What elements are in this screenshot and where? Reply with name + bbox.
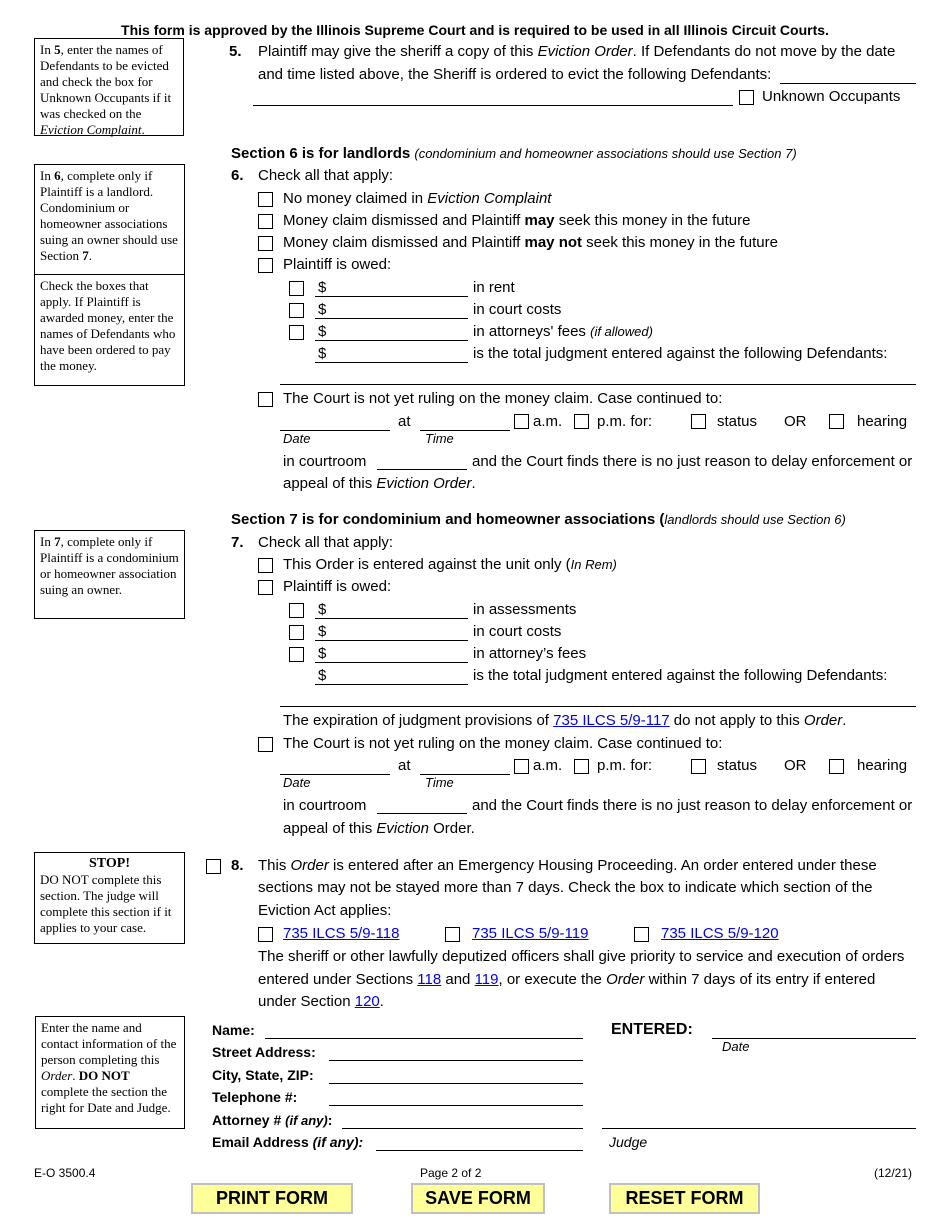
courtroom-label: in courtroom (283, 797, 367, 814)
expiration-text (283, 712, 846, 729)
note-text: In (40, 168, 55, 183)
s7-total-judgment-defendants-field[interactable] (280, 706, 916, 707)
emergency-housing-checkbox[interactable] (206, 859, 221, 874)
text: under Section (258, 993, 355, 1010)
am-checkbox[interactable] (514, 414, 529, 429)
section-119-link[interactable]: 119 (474, 971, 499, 988)
s7-courtroom-field[interactable] (377, 813, 467, 814)
dollar-sign: $ (318, 645, 327, 662)
note-italic: Eviction Complaint (40, 122, 142, 137)
dollar-sign: $ (318, 623, 327, 640)
ilcs-9-118-link[interactable]: 735 ILCS 5/9-118 (283, 925, 400, 942)
section-5-line-2: and time listed above, the Sheriff is ordered to evict the following Defendants: (258, 66, 772, 83)
note-text: . (88, 248, 92, 263)
revision-date: (12/21) (874, 1166, 913, 1180)
sidebar-note-section-5 (34, 38, 184, 136)
text-bold: may (524, 212, 555, 229)
hearing-label: hearing (857, 413, 908, 430)
s7-plaintiff-owed-checkbox[interactable] (258, 580, 273, 595)
form-id: E-O 3500.4 (34, 1166, 96, 1180)
text-italic: Eviction Complaint (427, 190, 552, 207)
s7-attorney-fees-label: in attorney’s fees (473, 645, 587, 662)
priority-text-3 (258, 993, 384, 1010)
ilcs-120-checkbox[interactable] (634, 927, 649, 942)
note-bold: 7 (54, 534, 61, 549)
note-text: Enter the name and contact information of the person completing this (41, 1020, 177, 1067)
attorneys-fees-label (473, 323, 653, 340)
stop-body: DO NOT complete this section. The judge will complete this section if it applies to your case. (40, 872, 172, 935)
money-claim-may-seek-checkbox[interactable] (258, 214, 273, 229)
unknown-occupants-checkbox[interactable] (739, 90, 754, 105)
note-text: In (40, 534, 55, 549)
section-6-title (231, 145, 797, 162)
note-text: , complete only if Plaintiff is a condominium or homeowner association suing an owner. (40, 534, 179, 597)
court-costs-label: in court costs (473, 301, 562, 318)
dollar-sign: $ (318, 323, 327, 340)
time-caption: Time (425, 431, 454, 446)
section-7-check-all: Check all that apply: (258, 534, 394, 551)
name-field[interactable] (265, 1038, 583, 1039)
date-caption: Date (283, 775, 311, 790)
text: Email Address (212, 1134, 313, 1150)
time-caption: Time (425, 775, 454, 790)
sidebar-note-section-6-money: Check the boxes that apply. If Plaintiff is awarded money, enter the names of Defendants who have been ordered to pay the money. (34, 274, 185, 386)
text-bold: may not (524, 234, 583, 251)
text-italic: In Rem) (570, 557, 617, 572)
text: No money claimed in (283, 190, 428, 207)
text: This Order is entered against the unit only ( (283, 556, 571, 573)
text: . (471, 475, 476, 492)
sidebar-note-section-6 (34, 164, 185, 275)
date-caption: Date (283, 431, 311, 446)
text: . (842, 712, 847, 729)
text: entered under Sections (258, 971, 418, 988)
text-italic: (if any) (285, 1113, 328, 1128)
sidebar-note-section-7 (34, 530, 185, 619)
section-7-number: 7. (231, 534, 244, 551)
note-italic: Order (41, 1068, 73, 1083)
ilcs-9-117-link[interactable]: 735 ILCS 5/9-117 (553, 712, 670, 729)
note-bold: 7 (82, 248, 89, 263)
money-claim-may-not-seek-label (283, 234, 778, 251)
text-italic: Order (803, 712, 843, 729)
text: Money claim dismissed and Plaintiff (283, 212, 525, 229)
section-7-title (231, 511, 846, 528)
ilcs-9-119-link[interactable]: 735 ILCS 5/9-119 (472, 925, 589, 942)
note-text: . (72, 1068, 79, 1083)
text: . (379, 993, 384, 1010)
s7-total-judgment-label: is the total judgment entered against the following Defendants: (473, 667, 888, 684)
section-8-line-2: sections may not be stayed more than 7 days. Check the box to indicate which section of the (258, 879, 873, 896)
city-state-zip-label: City, State, ZIP: (212, 1067, 314, 1083)
attorney-number-field[interactable] (342, 1128, 583, 1129)
total-judgment-amount-field[interactable] (315, 362, 468, 363)
judge-caption: Judge (609, 1134, 648, 1150)
text: Order. (428, 820, 475, 837)
section-8-number: 8. (231, 857, 244, 874)
assessments-label: in assessments (473, 601, 577, 618)
note-bold: 6 (54, 168, 61, 183)
note-text: complete the section the right for Date and Judge. (41, 1084, 171, 1115)
text: is entered after an Emergency Housing Proceeding. An order entered under these (328, 857, 877, 874)
sidebar-note-contact (35, 1016, 185, 1129)
appeal-text (283, 820, 475, 837)
judge-signature-field[interactable] (602, 1128, 916, 1129)
am-label: a.m. (533, 757, 563, 774)
rent-label: in rent (473, 279, 515, 296)
dollar-sign: $ (318, 667, 327, 684)
title-note: landlords should use Section 6) (664, 512, 846, 527)
pm-label: p.m. for: (597, 757, 653, 774)
save-form-button[interactable]: SAVE FORM (411, 1183, 545, 1214)
text: This (258, 857, 291, 874)
ilcs-119-checkbox[interactable] (445, 927, 460, 942)
text: : (327, 1112, 333, 1128)
name-label: Name: (212, 1022, 255, 1038)
text: Money claim dismissed and Plaintiff (283, 234, 525, 251)
entered-label: ENTERED: (611, 1021, 693, 1038)
no-just-reason-text: and the Court finds there is no just reason to delay enforcement or (472, 797, 913, 814)
city-state-zip-field[interactable] (329, 1083, 583, 1084)
email-field[interactable] (376, 1150, 583, 1151)
no-just-reason-text: and the Court finds there is no just reason to delay enforcement or (472, 453, 913, 470)
section-8-line-1 (258, 857, 877, 874)
section-6-number: 6. (231, 167, 244, 184)
text: appeal of this (283, 820, 377, 837)
priority-text-2 (258, 971, 875, 988)
text-italic: Eviction Order (537, 43, 633, 60)
text: Attorney # (212, 1112, 286, 1128)
text-italic: Eviction (376, 820, 429, 837)
plaintiff-owed-checkbox[interactable] (258, 258, 273, 273)
email-label (212, 1134, 363, 1150)
court-costs-checkbox[interactable] (289, 303, 304, 318)
note-bold: 5 (54, 42, 61, 57)
hearing-label: hearing (857, 757, 908, 774)
court-costs-amount-field[interactable] (315, 318, 468, 319)
stop-title: STOP! (89, 856, 130, 871)
priority-text-1: The sheriff or other lawfully deputized officers shall give priority to service and execution of orders (258, 948, 905, 965)
note-text: , complete only if Plaintiff is a landlord. Condominium or homeowner associations suing an owner should use Section (40, 168, 178, 263)
note-text: In (40, 42, 55, 57)
money-claim-may-not-seek-checkbox[interactable] (258, 236, 273, 251)
dollar-sign: $ (318, 279, 327, 296)
appeal-text (283, 475, 476, 492)
section-5-line-1 (258, 43, 895, 60)
telephone-field[interactable] (329, 1105, 583, 1106)
street-address-field[interactable] (329, 1060, 583, 1061)
hearing-checkbox[interactable] (829, 414, 844, 429)
print-form-button[interactable]: PRINT FORM (191, 1183, 353, 1214)
text-italic: (if any): (312, 1134, 364, 1150)
text-italic: Eviction Order (376, 475, 472, 492)
section-120-link[interactable]: 120 (354, 993, 380, 1010)
s7-total-judgment-amount-field[interactable] (315, 684, 468, 685)
s7-attorney-fees-checkbox[interactable] (289, 647, 304, 662)
reset-form-button[interactable]: RESET FORM (609, 1183, 760, 1214)
plaintiff-owed-label: Plaintiff is owed: (283, 256, 392, 273)
s7-pm-checkbox[interactable] (574, 759, 589, 774)
ilcs-118-checkbox[interactable] (258, 927, 273, 942)
text: and (441, 971, 475, 988)
entered-date-caption: Date (722, 1039, 750, 1054)
assessments-amount-field[interactable] (315, 618, 468, 619)
defendants-field-1[interactable] (780, 83, 916, 84)
text: , or execute the (498, 971, 607, 988)
text: Plaintiff may give the sheriff a copy of this (258, 43, 538, 60)
attorney-number-label (212, 1112, 332, 1128)
attorneys-fees-checkbox[interactable] (289, 325, 304, 340)
s7-court-costs-label: in court costs (473, 623, 562, 640)
in-rem-label (283, 556, 617, 573)
no-money-claimed-checkbox[interactable] (258, 192, 273, 207)
am-label: a.m. (533, 413, 563, 430)
text: do not apply to this (669, 712, 804, 729)
unknown-occupants-label: Unknown Occupants (762, 88, 901, 105)
title-text: Section 7 is for condominium and homeowner associations (231, 511, 656, 528)
note-text: , enter the names of Defendants to be evicted and check the box for Unknown Occupants if it was checked on the (40, 42, 172, 121)
or-label: OR (784, 413, 807, 430)
rent-amount-field[interactable] (315, 296, 468, 297)
total-judgment-defendants-field[interactable] (280, 384, 916, 385)
pm-label: p.m. for: (597, 413, 653, 430)
or-label: OR (784, 757, 807, 774)
s7-plaintiff-owed-label: Plaintiff is owed: (283, 578, 392, 595)
s7-court-not-ruling-checkbox[interactable] (258, 737, 273, 752)
s7-court-costs-amount-field[interactable] (315, 640, 468, 641)
courtroom-label: in courtroom (283, 453, 367, 470)
telephone-label: Telephone #: (212, 1089, 298, 1105)
pm-checkbox[interactable] (574, 414, 589, 429)
text: in attorneys' fees (473, 323, 586, 340)
s7-attorney-fees-amount-field[interactable] (315, 662, 468, 663)
attorneys-fees-amount-field[interactable] (315, 340, 468, 341)
text-note: (if allowed) (590, 324, 653, 339)
court-not-ruling-label: The Court is not yet ruling on the money claim. Case continued to: (283, 390, 723, 407)
s7-hearing-checkbox[interactable] (829, 759, 844, 774)
text: . If Defendants do not move by the date (632, 43, 896, 60)
title-text: Section 6 is for landlords (231, 145, 411, 162)
text-italic: Order (290, 857, 329, 874)
no-money-claimed-label (283, 190, 551, 207)
court-not-ruling-checkbox[interactable] (258, 392, 273, 407)
text: seek this money in the future (554, 212, 751, 229)
note-bold: DO NOT (78, 1068, 130, 1083)
money-claim-may-seek-label (283, 212, 750, 229)
sidebar-note-section-8 (34, 852, 185, 944)
courtroom-field[interactable] (377, 469, 467, 470)
title-note: (condominium and homeowner associations should use Section 7) (414, 146, 797, 161)
at-label: at (398, 413, 411, 430)
section-8-line-3: Eviction Act applies: (258, 902, 392, 919)
status-label: status (717, 413, 758, 430)
title-paren: ( (659, 511, 665, 528)
form-approval-header: This form is approved by the Illinois Supreme Court and is required to be used in all Illinois Circuit Courts. (121, 22, 829, 38)
section-118-link[interactable]: 118 (417, 971, 442, 988)
s7-am-checkbox[interactable] (514, 759, 529, 774)
street-address-label: Street Address: (212, 1044, 316, 1060)
rent-checkbox[interactable] (289, 281, 304, 296)
s7-status-checkbox[interactable] (691, 759, 706, 774)
s7-court-costs-checkbox[interactable] (289, 625, 304, 640)
defendants-field-2[interactable] (253, 105, 733, 106)
assessments-checkbox[interactable] (289, 603, 304, 618)
section-6-check-all: Check all that apply: (258, 167, 394, 184)
status-checkbox[interactable] (691, 414, 706, 429)
status-label: status (717, 757, 758, 774)
dollar-sign: $ (318, 601, 327, 618)
text: appeal of this (283, 475, 377, 492)
s7-court-not-ruling-label: The Court is not yet ruling on the money claim. Case continued to: (283, 735, 723, 752)
text: within 7 days of its entry if entered (644, 971, 876, 988)
total-judgment-label: is the total judgment entered against the following Defendants: (473, 345, 888, 362)
at-label: at (398, 757, 411, 774)
page-number: Page 2 of 2 (420, 1166, 482, 1180)
ilcs-9-120-link[interactable]: 735 ILCS 5/9-120 (661, 925, 779, 942)
note-text: . (141, 122, 145, 137)
text: The expiration of judgment provisions of (283, 712, 554, 729)
dollar-sign: $ (318, 345, 327, 362)
text: seek this money in the future (582, 234, 778, 251)
dollar-sign: $ (318, 301, 327, 318)
in-rem-checkbox[interactable] (258, 558, 273, 573)
section-5-number: 5. (229, 43, 242, 60)
text-italic: Order (606, 971, 645, 988)
